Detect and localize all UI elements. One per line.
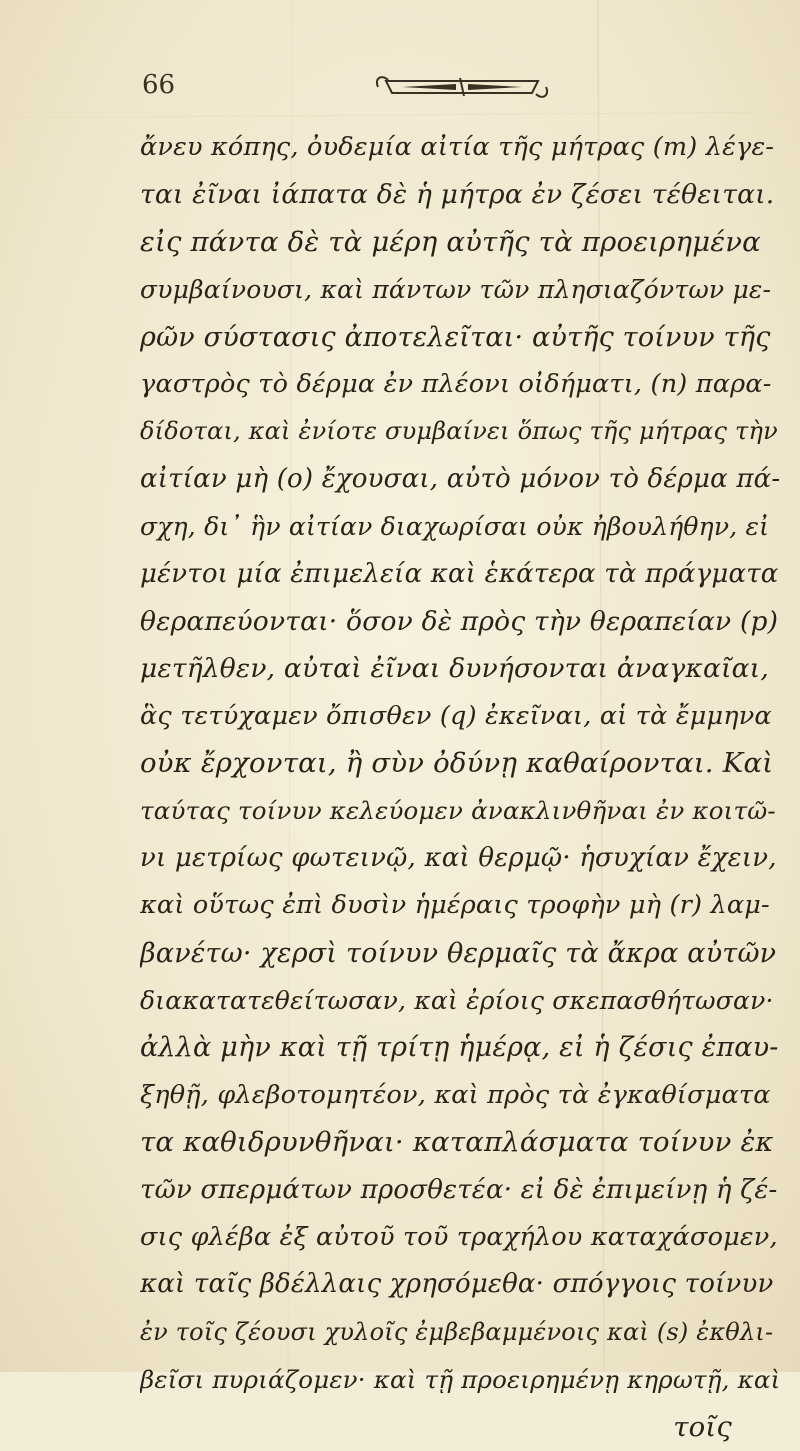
text-line: ρῶν σύστασις ἀποτελεῖται· αὐτῆς τοίνυν τῆς (140, 321, 771, 353)
text-line: διακατατεθείτωσαν, καὶ ἐρίοις σκεπασθήτωσαν· (140, 986, 774, 1016)
text-line: ξηθῇ, φλεβοτομητέον, καὶ πρὸς τὰ ἐγκαθίσματα (140, 1079, 771, 1110)
catchword: τοῖς (673, 1410, 732, 1443)
text-line: ἀλλὰ μὴν καὶ τῇ τρίτῃ ἡμέρᾳ, εἰ ἡ ζέσις ἐπαυ- (140, 1032, 779, 1064)
text-line: μετῆλθεν, αὐταὶ ἐῖναι δυνήσονται ἀναγκαῖαι, (140, 653, 769, 685)
page-number: 66 (142, 70, 176, 100)
text-line: δίδοται, καὶ ἐνίοτε συμβαίνει ὅπως τῆς μήτρας τὴν (140, 417, 778, 446)
header-ornament (372, 70, 552, 104)
text-line: σχη, δι᾽ ἣν αἰτίαν διαχωρίσαι οὐκ ἠβουλήθην, εἰ (140, 512, 770, 542)
text-line: νι μετρίως φωτεινῷ, καὶ θερμῷ· ἡσυχίαν ἔχειν, (140, 842, 777, 873)
text-line: ἐν τοῖς ζέουσι χυλοῖς ἐμβεβαμμένοις καὶ (s) ἐκθλι- (140, 1317, 774, 1346)
text-line: βεῖσι πυριάζομεν· καὶ τῇ προειρημένῃ κηρωτῇ, καὶ (140, 1365, 780, 1395)
text-line: εἰς πάντα δὲ τὰ μέρη αὐτῆς τὰ προειρημένα (140, 225, 761, 258)
text-line: ἃς τετύχαμεν ὄπισθεν (q) ἐκεῖναι, αἱ τὰ ἔμμηνα (140, 700, 772, 731)
text-line: αἰτίαν μὴ (o) ἔχουσαι, αὐτὸ μόνον τὸ δέρμα πά- (140, 463, 780, 494)
text-line: μέντοι μία ἐπιμελεία καὶ ἑκάτερα τὰ πράγματα (140, 558, 779, 589)
text-line: γαστρὸς τὸ δέρμα ἐν πλέονι οἰδήματι, (n) παρα- (140, 368, 772, 399)
text-line: ἄνευ κόπης, ὀυδεμία αἰτία τῆς μήτρας (m) λέγε- (140, 132, 775, 162)
text-line: ται ἐῖναι ἰάπατα δὲ ἡ μήτρα ἐν ζέσει τέθειται. (140, 179, 775, 211)
text-line: σις φλέβα ἐξ αὐτοῦ τοῦ τραχήλου καταχάσομεν, (140, 1221, 778, 1252)
body-text (140, 124, 780, 1451)
text-line: θεραπεύονται· ὅσον δὲ πρὸς τὴν θεραπείαν (p) (140, 605, 779, 637)
text-line: βανέτω· χερσὶ τοίνυν θερμαῖς τὰ ἄκρα αὐτῶν (140, 937, 777, 969)
text-line: τα καθιδρυνθῆναι· καταπλάσματα τοίνυν ἐκ (140, 1126, 774, 1159)
text-line: ταύτας τοίνυν κελεύομεν ἀνακλινθῆναι ἐν κοιτῶ- (140, 796, 776, 826)
text-line: καὶ ταῖς βδέλλαις χρησόμεθα· σπόγγοις τοίνυν (140, 1269, 774, 1300)
text-line: συμβαίνουσι, καὶ πάντων τῶν πλησιαζόντων με- (140, 275, 772, 305)
text-line: καὶ οὕτως ἐπὶ δυσὶν ἡμέραις τροφὴν μὴ (r) λαμ- (140, 890, 770, 921)
text-line: οὐκ ἔρχονται, ἢ σὺν ὀδύνῃ καθαίρονται. Καὶ (140, 747, 774, 780)
text-line: τῶν σπερμάτων προσθετέα· εἰ δὲ ἐπιμείνῃ ἡ ζέ- (140, 1174, 778, 1205)
